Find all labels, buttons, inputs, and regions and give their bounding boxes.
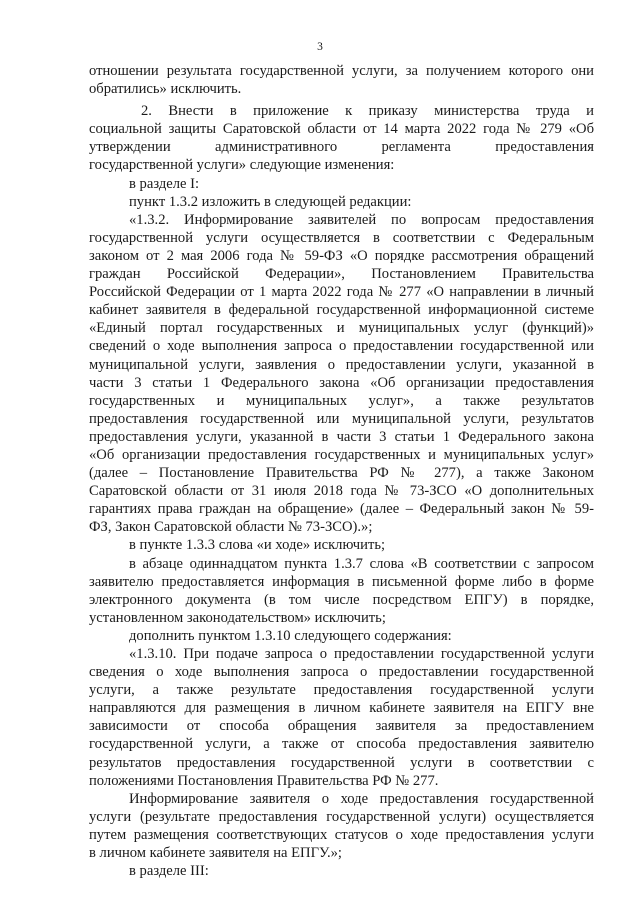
paragraph: [89, 102, 594, 174]
text-line: государственной услуги осуществляется в соответствии с Федеральным: [89, 229, 594, 246]
text-line: «Единый портал государственных и муниципальных услуг (функций)»: [89, 320, 594, 337]
text-line: пункт 1.3.2 изложить в следующей редакции:: [129, 193, 412, 210]
text-line: муниципальной услуги, заявления о предоставлении услуги, указанной в: [89, 356, 594, 373]
text-line: «1.3.2. Информирование заявителей по вопросам предоставления: [129, 211, 594, 228]
text-line: заявителю предоставляется информация в письменной форме либо в форме: [89, 573, 594, 590]
text-line: кабинет заявителя в федеральной государственной информационной системе: [89, 302, 594, 319]
text-line: обратились» исключить.: [89, 81, 242, 98]
paragraph: [89, 536, 594, 554]
paragraph: [89, 211, 594, 537]
paragraph: [89, 555, 594, 627]
text-line: услуги, а также результате предоставления государственной услуги: [89, 682, 594, 699]
text-line: утверждении административного регламента предоставления: [89, 139, 594, 156]
text-line: граждан Российской Федерации», Постановлением Правительства: [89, 266, 594, 283]
text-line: электронного документа (в том числе посредством ЕПГУ) в порядке,: [89, 591, 594, 608]
text-line: «1.3.10. При подаче запроса о предоставлении государственной услуги: [129, 646, 594, 662]
text-line: в разделе III:: [129, 863, 209, 880]
text-line: Саратовской области от 31 июля 2018 года № 73-ЗСО «О дополнительных: [89, 483, 594, 500]
text-line: социальной защиты Саратовской области от 14 марта 2022 года № 279 «Об: [89, 121, 594, 138]
text-line: государственной услуги» следующие изменения:: [89, 157, 395, 174]
text-line: отношении результата государственной услуги, за получением которого они: [89, 63, 594, 79]
text-line: государственных и муниципальных услуг», а также результатов: [89, 392, 594, 409]
text-line: ФЗ, Закон Саратовской области № 73-ЗСО).»;: [89, 519, 373, 536]
text-line: установленном законодательством» исключить;: [89, 609, 386, 626]
text-line: сведений о ходе выполнения запроса о предоставлении государственной или: [89, 338, 594, 355]
paragraph: [89, 627, 594, 645]
text-line: положениями Постановления Правительства РФ № 277.: [89, 772, 439, 789]
document-body: [89, 62, 594, 880]
text-line: 2. Внести в приложение к приказу министерства труда и: [141, 103, 594, 120]
text-line: государственной услуги, а также от способа предоставления заявителю: [89, 736, 594, 753]
text-line: результатов предоставления государственной услуги в соответствии с: [89, 754, 594, 771]
paragraph: [89, 862, 594, 880]
text-line: Российской Федерации от 1 марта 2022 года № 277 «О направлении в личный: [89, 284, 594, 301]
text-line: путем размещения соответствующих статусов о ходе предоставления услуги: [89, 826, 594, 843]
text-line: Информирование заявителя о ходе предоставления государственной: [129, 790, 594, 807]
text-line: гарантиях права граждан на обращение» (далее – Федеральный закон № 59-: [89, 501, 594, 518]
paragraph: [89, 175, 594, 193]
text-line: предоставления услуги, указанной в части 3 статьи 1 Федерального закона: [89, 428, 594, 445]
text-line: зависимости от способа обращения заявителя за предоставлением: [89, 718, 594, 735]
page-number: 3: [317, 41, 323, 53]
text-line: направляются для размещения в личном кабинете заявителя на ЕПГУ вне: [89, 700, 594, 717]
text-line: дополнить пунктом 1.3.10 следующего содержания:: [129, 627, 452, 644]
text-line: законом от 2 мая 2006 года № 59-ФЗ «О порядке рассмотрения обращений: [89, 247, 594, 264]
text-line: в разделе I:: [129, 175, 200, 192]
paragraph: [89, 62, 594, 98]
paragraph: [89, 790, 594, 862]
paragraph: [89, 645, 594, 790]
text-line: сведения о ходе выполнения запроса о предоставлении государственной: [89, 664, 594, 681]
text-line: в личном кабинете заявителя на ЕПГУ.»;: [89, 845, 342, 862]
text-line: предоставления государственной или муниципальной услуги, результатов: [89, 410, 594, 427]
text-line: «Об организации предоставления государственных и муниципальных услуг»: [89, 446, 594, 463]
text-line: в абзаце одиннадцатом пункта 1.3.7 слова «В соответствии с запросом: [129, 555, 594, 572]
text-line: в пункте 1.3.3 слова «и ходе» исключить;: [129, 537, 386, 554]
text-line: части 3 статьи 1 Федерального закона «Об организации предоставления: [89, 374, 594, 391]
paragraph: [89, 193, 594, 211]
text-line: (далее – Постановление Правительства РФ № 277), а также Законом: [89, 465, 594, 482]
text-line: услуги (результате предоставления государственной услуги) осуществляется: [89, 808, 594, 825]
